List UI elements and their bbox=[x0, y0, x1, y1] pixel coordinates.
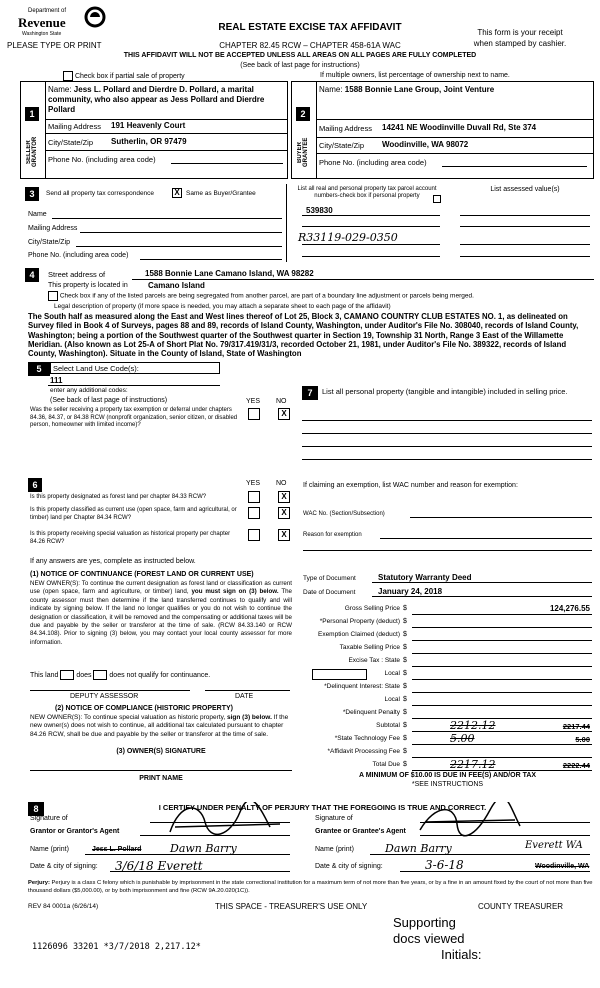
grantor-date-label: Date & city of signing: bbox=[30, 863, 98, 870]
grantee-date-label: Date & city of signing: bbox=[315, 863, 383, 870]
grantor-name-handwritten[interactable]: Dawn Barry bbox=[170, 842, 237, 855]
doc-date[interactable]: January 24, 2018 bbox=[378, 587, 443, 596]
grantee-sig-label: Signature of bbox=[315, 815, 353, 822]
receipt-note-1: This form is your receipt bbox=[477, 28, 563, 37]
tax-row-dollar: $ bbox=[403, 657, 407, 664]
certification-section bbox=[20, 802, 595, 880]
parcel-number-2[interactable]: R33119-029-0350 bbox=[298, 231, 398, 244]
tax-row bbox=[300, 603, 595, 616]
tax-row-label: Gross Selling Price bbox=[344, 605, 400, 612]
seller-mail-label: Mailing Address bbox=[48, 122, 101, 131]
treasurer-receipt-stamp: 1126096 33201 *3/7/2018 2,217.12* bbox=[32, 942, 201, 952]
same-as-buyer-label: Same as Buyer/Grantee bbox=[186, 190, 256, 197]
tax-row bbox=[300, 681, 595, 694]
tax-row-label: *Delinquent Interest: State bbox=[324, 683, 400, 690]
tax-row-dollar: $ bbox=[403, 631, 407, 638]
form-chapter: CHAPTER 82.45 RCW – CHAPTER 458-61A WAC bbox=[219, 41, 401, 50]
section-number: 7 bbox=[302, 386, 318, 400]
multi-owner-note: If multiple owners, list percentage of ownership next to name. bbox=[320, 72, 510, 79]
historic-no-checkbox[interactable]: X bbox=[278, 529, 290, 541]
tax-row-label: *Delinquent Penalty bbox=[342, 709, 400, 716]
docs-viewed-stamp: docs viewed bbox=[393, 931, 465, 946]
exemption-label: If claiming an exemption, list WAC number and reason for exemption: bbox=[303, 482, 518, 489]
exemption-question: Was the seller receiving a property tax exemption or deferral under chapters 84.36, 84.37, or 84.38 RCW (nonprofit organization, senior citizen, or disabled person, homeowner with limited income)? bbox=[30, 407, 238, 428]
grantee-agent-label: Grantee or Grantee's Agent bbox=[315, 828, 406, 835]
tax-row-struck-value: 2222.44 bbox=[562, 761, 590, 770]
located-in[interactable]: Camano Island bbox=[148, 281, 205, 290]
tax-row-dollar: $ bbox=[403, 722, 407, 729]
tax-row-dollar: $ bbox=[403, 748, 407, 755]
doc-type[interactable]: Statutory Warranty Deed bbox=[378, 573, 472, 582]
buyer-side-label: BUYER GRANTEE bbox=[297, 137, 309, 167]
deputy-date-label: DATE bbox=[235, 693, 254, 700]
tax-row-dollar: $ bbox=[403, 670, 407, 677]
yes-header: YES bbox=[246, 480, 261, 487]
grantor-name-printed: Jess L. Pollard bbox=[92, 846, 142, 853]
tax-row-dollar: $ bbox=[403, 709, 407, 716]
tax-row-dollar: $ bbox=[403, 761, 407, 768]
seller-name: Jess L. Pollard and Dierdre D. Pollard, a marital community, who also appear as Jess Pollard and Dierdre Pollard bbox=[48, 85, 265, 114]
buyer-name: 1588 Bonnie Lane Group, Joint Venture bbox=[344, 85, 495, 94]
owner-signature-title: (3) OWNER(S) SIGNATURE bbox=[116, 748, 206, 755]
tax-row-label: Total Due bbox=[372, 761, 400, 768]
street-label: Street address of bbox=[48, 270, 106, 279]
section-number: 2 bbox=[296, 107, 310, 121]
forest-question: Is this property designated as forest land per chapter 84.33 RCW? bbox=[30, 494, 207, 500]
tax-row bbox=[300, 629, 595, 642]
exemption-no-checkbox[interactable]: X bbox=[278, 408, 290, 420]
section-number: 5 bbox=[28, 362, 50, 376]
grantee-city-printed: Woodinville, WA bbox=[535, 863, 590, 870]
minimum-due: A MINIMUM OF $10.00 IS DUE IN FEE(S) AND/OR TAX bbox=[358, 772, 537, 779]
send-correspondence-label: Send all property tax correspondence bbox=[46, 190, 155, 197]
supporting-stamp: Supporting bbox=[393, 915, 456, 930]
tax-row-dollar: $ bbox=[403, 735, 407, 742]
street-address[interactable]: 1588 Bonnie Lane Camano Island, WA 98282 bbox=[145, 269, 314, 278]
tax-row bbox=[300, 668, 595, 681]
seller-mail[interactable]: 191 Heavenly Court bbox=[111, 121, 186, 130]
same-as-buyer-checkbox[interactable]: X bbox=[172, 188, 182, 198]
qualify-row: This land does does not qualify for continuance. bbox=[30, 671, 211, 679]
see-instructions: *SEE INSTRUCTIONS bbox=[411, 781, 484, 788]
tax-row-dollar: $ bbox=[403, 683, 407, 690]
tax-row-label: *Personal Property (deduct) bbox=[319, 618, 400, 625]
grantee-city-handwritten[interactable]: Everett WA bbox=[525, 840, 583, 851]
notice-continuance-body: NEW OWNER(S): To continue the current designation as forest land or classification as current use (open space, farm and agriculture, or timber) land, you must sign on (3) below. The county assessor must then determine if the land transferred continues to qualify and will indicate by signing below. If the land no longer qualifies or you do not wish to continue the designation or classification, it will be removed and the compensating or additional taxes will be due and payable by the seller or transferor at the time of sale. (RCW 84.33.140 or RCW 84.34.108). Prior to signing (3) below, you may contact your local county assessor for more information. bbox=[30, 580, 292, 646]
grantor-sig-label: Signature of bbox=[30, 815, 68, 822]
special-valuation-section bbox=[20, 478, 295, 788]
form-title: REAL ESTATE EXCISE TAX AFFIDAVIT bbox=[218, 22, 402, 33]
tax-row-label: Local bbox=[384, 696, 400, 703]
partial-sale-row bbox=[63, 71, 185, 81]
historic-question: Is this property receiving special valuation as historical property per chapter 84.26 RCW? bbox=[30, 531, 231, 545]
seller-section bbox=[20, 81, 288, 179]
buyer-city-label: City/State/Zip bbox=[319, 141, 365, 150]
dept-state: Washington State bbox=[22, 31, 62, 37]
doc-date-label: Date of Document bbox=[303, 589, 356, 596]
section-number: 8 bbox=[28, 802, 44, 816]
tax-row-value[interactable]: 2217.12 bbox=[450, 758, 496, 771]
parcel-header: List all real and personal property tax parcel account numbers-check box if personal property bbox=[297, 186, 437, 199]
tax-row bbox=[300, 707, 595, 720]
segregated-checkbox[interactable] bbox=[48, 291, 58, 301]
legal-label: Legal description of property (if more space is needed, you may attach a separate sheet to each page of the affidavit) bbox=[54, 303, 391, 310]
dept-top: Department of bbox=[28, 8, 67, 14]
tax-row-label: Excise Tax : State bbox=[348, 657, 400, 664]
does-checkbox[interactable] bbox=[60, 670, 74, 680]
tax-row-value[interactable]: 5.00 bbox=[450, 732, 475, 745]
grantor-name-label: Name (print) bbox=[30, 846, 69, 853]
tax-row-struck-value: 2217.44 bbox=[562, 722, 590, 731]
tax-row bbox=[300, 759, 595, 772]
perjury-notice: Perjury: Perjury is a class C felony which is punishable by imprisonment in the state correctional institution for a maximum term of not more than five years, or by a fine in an amount fixed by the court of not more than five thousand dollars ($5,000.00), or by both imprisonment and fine (RCW 9A.20.020(1C)). bbox=[28, 880, 593, 894]
notice-compliance-body: NEW OWNER(S): To continue special valuation as historic property, sign (3) below. If the new owner(s) does not wish to continue, all additional tax calculated pursuant to chapter 84.26 RCW, shall be due and payable by the seller or transferor at the time of sale. bbox=[30, 714, 289, 738]
forest-no-checkbox[interactable]: X bbox=[278, 491, 290, 503]
county-treasurer: COUNTY TREASURER bbox=[478, 902, 564, 911]
section-number: 4 bbox=[25, 268, 39, 282]
correspondence-section bbox=[20, 184, 595, 264]
seller-city[interactable]: Sutherlin, OR 97479 bbox=[111, 137, 187, 146]
tax-row bbox=[300, 642, 595, 655]
buyer-mail[interactable]: 14241 NE Woodinville Duvall Rd, Ste 374 bbox=[382, 123, 537, 132]
tax-calculation-section bbox=[300, 386, 595, 791]
tax-row-label: Taxable Selling Price bbox=[339, 644, 400, 651]
tax-row-label: *State Technology Fee bbox=[334, 735, 400, 742]
tax-rate-box[interactable] bbox=[312, 669, 367, 680]
initials-stamp: Initials: bbox=[441, 947, 482, 962]
assessed-header: List assessed value(s) bbox=[490, 186, 560, 193]
buyer-mail-label: Mailing Address bbox=[319, 124, 372, 133]
seller-phone-label: Phone No. (including area code) bbox=[48, 155, 156, 164]
personal-property-label: List all personal property (tangible and intangible) included in selling price. bbox=[322, 387, 568, 396]
grantee-date[interactable]: 3-6-18 bbox=[425, 858, 464, 872]
yes-header: YES bbox=[246, 398, 261, 405]
see-back-note: (See back of last page for instructions) bbox=[240, 62, 360, 69]
section-number: 1 bbox=[25, 107, 39, 121]
tax-row-label: Subtotal bbox=[376, 722, 400, 729]
tax-row bbox=[300, 720, 595, 733]
corr-mail-label: Mailing Address bbox=[28, 225, 78, 232]
print-name-label: PRINT NAME bbox=[139, 775, 183, 782]
land-use-section bbox=[20, 362, 295, 472]
section-number: 6 bbox=[28, 478, 42, 492]
tax-row bbox=[300, 746, 595, 759]
reason-label: Reason for exemption bbox=[303, 532, 362, 538]
tax-row-value[interactable]: 2212.12 bbox=[450, 719, 496, 732]
buyer-section bbox=[291, 81, 594, 179]
certify-statement: I CERTIFY UNDER PENALTY OF PERJURY THAT THE FOREGOING IS TRUE AND CORRECT. bbox=[158, 803, 487, 812]
deputy-assessor-label: DEPUTY ASSESSOR bbox=[70, 693, 139, 700]
notice-continuance-title: (1) NOTICE OF CONTINUANCE (FOREST LAND OR CURRENT USE) bbox=[30, 571, 254, 578]
forest-yes-checkbox[interactable] bbox=[248, 491, 260, 503]
if-yes-note: If any answers are yes, complete as instructed below. bbox=[30, 558, 196, 565]
tax-row-dollar: $ bbox=[403, 618, 407, 625]
tax-row-struck-value: 5.00 bbox=[575, 735, 590, 744]
tax-row-dollar: $ bbox=[403, 605, 407, 612]
enter-more-label: enter any additional codes: bbox=[50, 387, 128, 394]
tax-row bbox=[300, 733, 595, 746]
please-type: PLEASE TYPE OR PRINT bbox=[7, 41, 102, 50]
dor-emblem-icon bbox=[84, 6, 106, 28]
tax-row bbox=[300, 655, 595, 668]
tax-row bbox=[300, 694, 595, 707]
exemption-yes-checkbox[interactable] bbox=[248, 408, 260, 420]
located-label: This property is located in bbox=[48, 282, 128, 289]
tax-row-label: Exemption Claimed (deduct) bbox=[317, 631, 400, 638]
notice-compliance-title: (2) NOTICE OF COMPLIANCE (HISTORIC PROPERTY) bbox=[55, 705, 233, 712]
tax-row-dollar: $ bbox=[403, 696, 407, 703]
tax-row bbox=[300, 616, 595, 629]
current-use-no-checkbox[interactable]: X bbox=[278, 507, 290, 519]
treasurer-space: THIS SPACE - TREASURER'S USE ONLY bbox=[215, 902, 368, 911]
tax-row-label: *Affidavit Processing Fee bbox=[327, 748, 400, 755]
current-use-yes-checkbox[interactable] bbox=[248, 507, 260, 519]
grantor-date-city[interactable]: 3/6/18 Everett bbox=[115, 859, 203, 873]
see-back-label: (See back of last page of instructions) bbox=[50, 397, 168, 404]
corr-city-label: City/State/Zip bbox=[28, 239, 71, 246]
tax-row-dollar: $ bbox=[403, 644, 407, 651]
doc-type-label: Type of Document bbox=[303, 575, 356, 582]
buyer-name-field[interactable]: Name: 1588 Bonnie Lane Group, Joint Venture bbox=[319, 85, 495, 94]
wac-label: WAC No. (Section/Subsection) bbox=[303, 511, 385, 517]
corr-phone-label: Phone No. (including area code) bbox=[28, 252, 129, 259]
partial-sale-label: Check box if partial sale of property bbox=[74, 72, 185, 80]
grantee-name-handwritten[interactable]: Dawn Barry bbox=[385, 842, 452, 855]
form-revision: REV 84 0001a (6/26/14) bbox=[28, 903, 99, 910]
current-use-question: Is this property classified as current use (open space, farm and agricultural, or timber) land per Chapter 84.34 RCW? bbox=[30, 507, 237, 521]
form-warning: THIS AFFIDAVIT WILL NOT BE ACCEPTED UNLESS ALL AREAS ON ALL PAGES ARE FULLY COMPLETED bbox=[123, 52, 477, 59]
legal-description[interactable]: The South half as measured along the East and West lines thereof of Lot 25, Block 3, CAMANO COUNTRY CLUB ESTATES NO. 1, as delineated on Survey filed in Book 4 of Surveys, pages 88 and 89, records of Island County, Washington, under Auditor's File No. 308040, records of Island County, Washington; being a portion of the Southwest quarter of the Southwest quarter in Section 19, Township 31 North, Range 3 East of the Willamette Meridian. (Also known as Lot 25-A of Short Plat No. 79/317.419/31/3, recorded October 21, 1981, under Auditor's File No. 389322, records of Island County, Washington). Situate in the County of Island, State of Washington bbox=[28, 312, 579, 359]
tax-row-label: Local bbox=[384, 670, 400, 677]
tax-row-value[interactable]: 124,276.55 bbox=[549, 604, 590, 613]
personal-property-checkbox[interactable] bbox=[433, 195, 441, 203]
no-header: NO bbox=[276, 398, 287, 405]
buyer-phone-label: Phone No. (including area code) bbox=[319, 158, 427, 167]
receipt-note-2: when stamped by cashier. bbox=[473, 39, 567, 48]
buyer-city[interactable]: Woodinville, WA 98072 bbox=[382, 140, 469, 149]
partial-sale-checkbox[interactable] bbox=[63, 71, 73, 81]
section-number: 3 bbox=[25, 187, 39, 201]
segregated-label: Check box if any of the listed parcels are being segregated from another parcel, are part of a boundary line adjustment or parcels being merged. bbox=[59, 292, 474, 300]
grantor-agent-label: Grantor or Grantor's Agent bbox=[30, 828, 120, 835]
no-header: NO bbox=[276, 480, 287, 487]
dept-name: Revenue bbox=[18, 15, 66, 30]
parcel-number-1[interactable]: 539830 bbox=[306, 206, 333, 215]
land-use-code[interactable]: 111 bbox=[50, 376, 63, 385]
property-section bbox=[20, 266, 595, 362]
grantor-signature[interactable] bbox=[160, 802, 290, 842]
corr-name-label: Name bbox=[28, 211, 47, 218]
grantee-name-label: Name (print) bbox=[315, 846, 354, 853]
does-not-checkbox[interactable] bbox=[93, 670, 107, 680]
seller-city-label: City/State/Zip bbox=[48, 138, 94, 147]
seller-name-field[interactable]: Name: Jess L. Pollard and Dierdre D. Pollard, a marital community, who also appear as Jess Pollard and Dierdre Pollard bbox=[48, 85, 265, 114]
seller-side-label: SELLER GRANTOR bbox=[26, 136, 38, 168]
land-use-label: Select Land Use Code(s): bbox=[53, 364, 139, 373]
historic-yes-checkbox[interactable] bbox=[248, 529, 260, 541]
